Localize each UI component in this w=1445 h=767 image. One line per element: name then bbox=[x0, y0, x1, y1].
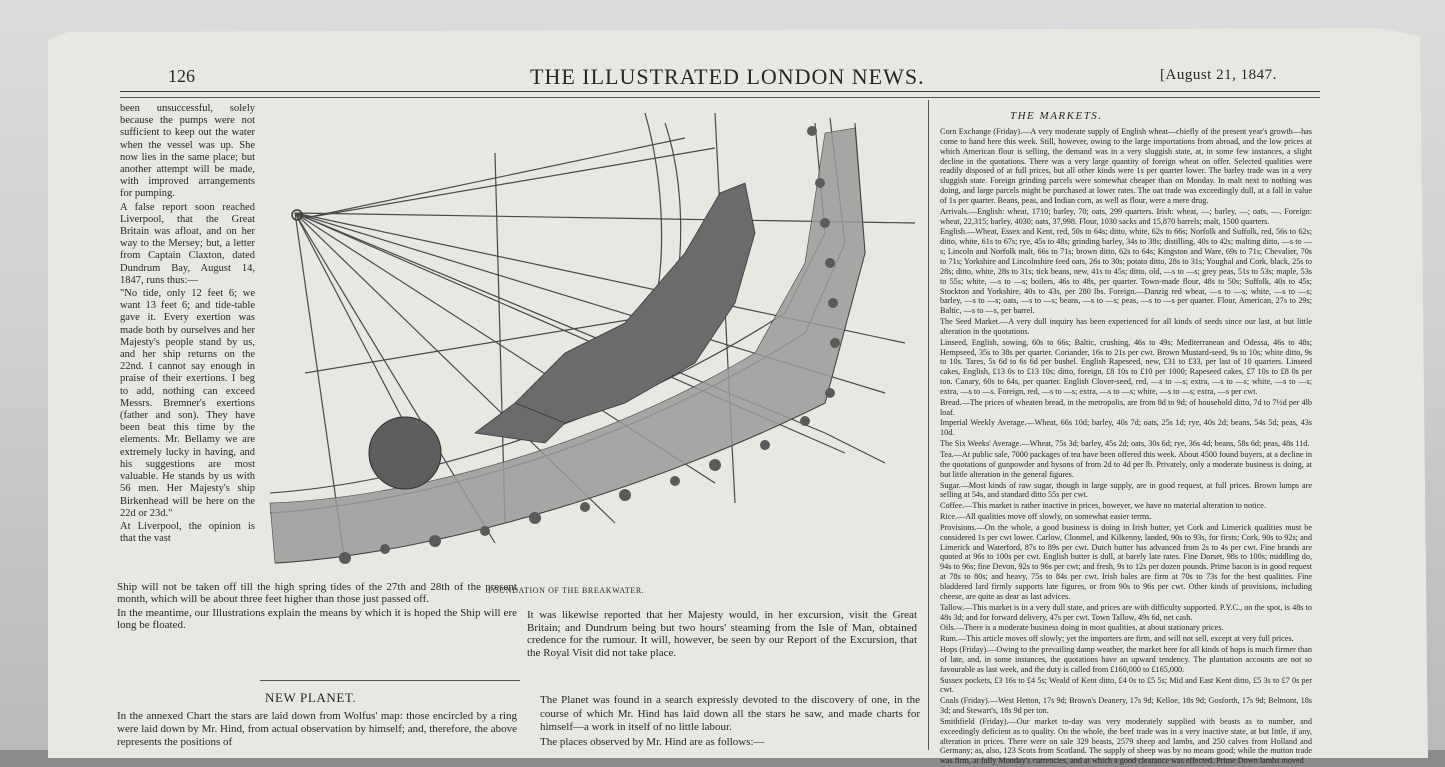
left-column bbox=[120, 103, 255, 546]
new-planet-right-text bbox=[540, 694, 920, 750]
left-paragraph: "No tide, only 12 feet 6; we want 13 feet 6; and tide-table gave it. Every exertion was made both by ourselves and her Majesty's people stand by us, and her ship returns on the 22nd. I cannot say enough in praise of their exertions. I beg to add, nothing can exceed Messrs. Bremner's exertions (father and son). They have been beat this time by the elements. Mr. Bellamy we are extremely lucky in having, and his suggestions are most valuable. He stands by us with 56 men. Her Majesty's ship Birkenhead will be here on the 22d or 23d." bbox=[120, 288, 255, 519]
markets-paragraph: Hops (Friday).—Owing to the prevailing damp weather, the market here for all kinds of hops is much firmer than of late, and, in some instances, the quotations have an upward tendency. The plantation accounts are not so favourable as last week, and the duty is called from £160,000 to £165,000. bbox=[940, 645, 1312, 674]
column-divider bbox=[928, 100, 929, 750]
markets-paragraph: Linseed, English, sowing, 60s to 66s; Baltic, crushing, 46s to 49s; Mediterranean and Odessa, 46s to 48s; Hempseed, 35s to 38s per quarter. Coriander, 16s to 21s per cwt. Brown Mustard-seed, 9s to 10s; white ditto, 9s to 10s. Tares, 5s 6d to 6s 6d per bushel. English Rapeseed, new, £31 to £33, per last of 10 quarters. Linseed cakes, English, £13 0s to £13 10s; ditto, foreign, £8 10s to £10 per 1000; Rapeseed cakes, £7 10s to £8 0s per ton. Canary, 60s to 64s, per quarter. English Clover-seed, red, —s to —s; extra, —s to —s; white, —s to —s; extra, —s to —s. Foreign, red, —s to —s; extra, —s to —s; white, —s to —s; extra, —s per cwt. bbox=[940, 337, 1312, 396]
markets-paragraph: Sussex pockets, £3 16s to £4 5s; Weald of Kent ditto, £4 0s to £5 5s; Mid and East Kent ditto, £5 3s to £7 0s per cwt. bbox=[940, 675, 1312, 695]
middle-column bbox=[527, 609, 917, 660]
markets-paragraph: Smithfield (Friday).—Our market to-day was very moderately supplied with beasts as to number, and exceedingly deficient as to quality. On the whole, the beef trade was in a very inactive state, at but little, if any, alteration in prices. There were on sale 329 beasts, 2579 sheep and lambs, and 250 calves from Holland and Germany; as, also, 123 Scots from Scotland. The supply of sheep was by no means good; while the mutton trade was firm, at fully Monday's currencies, and at which a good clearance was effected. Prime Down lambs moved bbox=[940, 716, 1312, 766]
masthead-rule bbox=[120, 97, 1320, 98]
illustration-caption: FOUNDATION OF THE BREAKWATER. bbox=[488, 586, 645, 595]
middle-paragraph: It was likewise reported that her Majesty would, in her excursion, visit the Great Britain; and Dundrum being but two hours' steaming from the Isle of Man, obtained credence for the rumour. It will, however, be seen by our Report of the Excursion, that the Royal Visit did not take place. bbox=[527, 609, 917, 659]
breakwater-drawing bbox=[265, 103, 925, 583]
new-planet-paragraph: In the annexed Chart the stars are laid down from Wolfus' map: those encircled by a ring were laid down by Mr. Hind, from actual observation by himself; and, therefore, the above represents the positions of bbox=[117, 710, 517, 748]
markets-paragraph: Tallow.—This market is in a very dull state, and prices are with difficulty supported. P.Y.C., on the spot, is 48s to 48s 3d; and for forward delivery, 47s per cwt. Town Tallow, 49s 6d, net cash. bbox=[940, 602, 1312, 622]
new-planet-paragraph: The Planet was found in a search expressly devoted to the discovery of one, in the course of which Mr. Hind has laid down all the stars he saw, and made charts for himself—a work in itself of no little labour. bbox=[540, 694, 920, 733]
markets-column bbox=[940, 127, 1312, 767]
markets-paragraph: Arrivals.—English: wheat, 1710; barley, 70; oats, 299 quarters. Irish: wheat, —; barley, —; oats, —. Foreign: wheat, 22,315; barley, 4030; oats, 37,998. Flour, 1030 sacks and 15,870 barrels; malt, 1500 quarters. bbox=[940, 206, 1312, 226]
markets-paragraph: Tea.—At public sale, 7000 packages of tea have been offered this week. About 4500 found buyers, at a decline in the quotations of gunpowder and hysons of from 2d to 4d per lb. Privately, only a moderate business is doing, at but little alteration in the general figures. bbox=[940, 450, 1312, 479]
continuation-paragraph: Ship will not be taken off till the high spring tides of the 27th and 28th of the present month, which will be about three feet higher than those just passed off. bbox=[117, 581, 517, 606]
markets-title: THE MARKETS. bbox=[1010, 110, 1103, 122]
continuation-paragraph: In the meantime, our Illustrations explain the means by which it is hoped the Ship will ere long be floated. bbox=[117, 606, 517, 631]
page-number: 126 bbox=[168, 66, 195, 86]
left-paragraph: been unsuccessful, solely because the pumps were not sufficient to keep out the water when the vessel was up. She now lies in the same place; but another attempt will be made, with improved arrangements for pumping. bbox=[120, 103, 255, 200]
masthead bbox=[120, 62, 1320, 92]
markets-paragraph: Imperial Weekly Average.—Wheat, 66s 10d; barley, 40s 7d; oats, 25s 1d; rye, 40s 2d; beans, 54s 5d; peas, 43s 10d. bbox=[940, 418, 1312, 438]
breakwater-illustration bbox=[265, 103, 925, 583]
sphere-marker bbox=[369, 417, 441, 489]
markets-paragraph: The Six Weeks' Average.—Wheat, 75s 3d; barley, 45s 2d; oats, 30s 6d; rye, 36s 4d; beans, 58s 6d; peas, 48s 11d. bbox=[940, 439, 1310, 449]
markets-paragraph: Coals (Friday).—West Hetton, 17s 9d; Brown's Deanery, 17s 9d; Kelloe, 18s 9d; Gosforth, 17s 9d; Belmont, 18s 3d; and Stewart's, 18s 9d per ton. bbox=[940, 696, 1312, 716]
markets-paragraph: Rum.—This article moves off slowly; yet the importers are firm, and will not sell, except at very full prices. bbox=[940, 634, 1294, 644]
left-paragraph: A false report soon reached Liverpool, that the Great Britain was afloat, and on her way to the Mersey; but, a letter from Captain Claxton, dated Dundrum Bay, August 14, 1847, runs thus:— bbox=[120, 201, 255, 286]
new-planet-left-text bbox=[117, 710, 517, 750]
new-planet-title: NEW PLANET. bbox=[265, 690, 357, 705]
markets-paragraph: The Seed Market.—A very dull inquiry has been experienced for all kinds of seeds since our last, at but little alteration in the quotations. bbox=[940, 317, 1312, 336]
markets-paragraph: Bread.—The prices of wheaten bread, in the metropolis, are from 8d to 9d; of household ditto, 7d to 7½d per 4lb loaf. bbox=[940, 397, 1312, 417]
markets-paragraph: Oils.—There is a moderate business doing in most qualities, at about stationary prices. bbox=[940, 623, 1224, 633]
markets-paragraph: Sugar.—Most kinds of raw sugar, though in large supply, are in good request, at full prices. Brown lumps are selling at 54s, and standard ditto 55s per cwt. bbox=[940, 480, 1312, 500]
section-rule bbox=[260, 680, 520, 681]
markets-paragraph: Rice.—All qualities move off slowly, on somewhat easier terms. bbox=[940, 512, 1152, 522]
markets-paragraph: Provisions.—On the whole, a good business is doing in Irish butter, yet Cork and Limerick qualities must be considered 1s per cwt lower. Carlow, Clonmel, and Kilkenny, landed, 90s to 93s, for firsts; Cork, 90s to 92s; and Limerick and Waterford, 87s to 89s per cwt. Dutch butter has advanced from 2s to 4s per cwt. Fine brands are quoted at 96s to 100s per cwt. English butter is dull, at barely late rates. Fine Dorset, 98s to 100s; middling do, 94s to 96s; fine Devon, 92s to 96s per cwt; and fresh, 9s to 12s per dozen pounds. Prime bacon is in good request at 78s to 80s; and heavy, 75s to 84s per cwt. Irish bales are firm at 70s to 73s for the best qualities. Fine bladdered lard firmly supports late figures, or from 90s to 96s per cwt. Other kinds of provisions, including cheese, are quite as dear as last advices. bbox=[940, 522, 1312, 601]
newspaper-title: THE ILLUSTRATED LONDON NEWS. bbox=[530, 64, 925, 89]
left-paragraph: At Liverpool, the opinion is that the vast bbox=[120, 520, 255, 545]
issue-date: [August 21, 1847. bbox=[1160, 67, 1277, 83]
markets-paragraph: Corn Exchange (Friday).—A very moderate supply of English wheat—chiefly of the present year's growth—has come to hand here this week. Still, however, owing to the large importations from abroad, and the low prices at which American flour is selling, the demand was in a very sluggish state, at, in some few instances, a slight decline in the quotations. There was a very large quantity of foreign wheat on offer. Selected qualities were readily disposed of at full prices, but all other kinds were 1s per quarter lower. The barley trade was in a very sluggish state. Foreign grinding parcels were somewhat cheaper than on Monday. In malt next to nothing was doing, and large parcels might be purchased at lower rates. The oat trade was exceedingly dull, at a fall in value of 1s per quarter. Beans, peas, and Indian corn, as well as flour, were a mere drug. bbox=[940, 127, 1312, 205]
markets-paragraph: Coffee.—This market is rather inactive in prices, however, we have no material alteration to notice. bbox=[940, 501, 1266, 511]
left-column-continuation bbox=[117, 581, 517, 632]
new-planet-paragraph: The places observed by Mr. Hind are as follows:— bbox=[540, 735, 765, 748]
markets-paragraph: English.—Wheat, Essex and Kent, red, 50s to 64s; ditto, white, 62s to 66s; Norfolk and Suffolk, red, 56s to 62s; ditto, white, 61s to 67s; rye, 45s to 48s; grinding barley, 34s to 38s; distilling, 40s to 42s; malting ditto, —s to —s; Lincoln and Norfolk malt, 66s to 71s; brown ditto, 62s to 64s; Kingston and Ware, 69s to 71s; Chevalier, 70s to 71s; Yorkshire and Lincolnshire feed oats, 26s to 30s; potato ditto, 28s to 31s; Youghal and Cork, black, 25s to 28s; ditto, white, 28s to 31s; tick beans, new, 41s to 45s; ditto, old, —s to —s; grey peas, 51s to 53s; maple, 53s to 55s; white, —s to —s; boilers, 46s to 48s, per quarter. Town-made flour, 48s to 50s; Suffolk, 40s to 45s; Stockton and Yorkshire, 40s to 43s, per 280 lbs. Foreign.—Danzig red wheat, —s to —s; white, —s to —s; barley, —s to —s; oats, —s to —s; beans, —s to —s; peas, —s to —s per quarter. Flour, American, 27s to 29s; Baltic, —s to —s, per barrel. bbox=[940, 227, 1312, 316]
